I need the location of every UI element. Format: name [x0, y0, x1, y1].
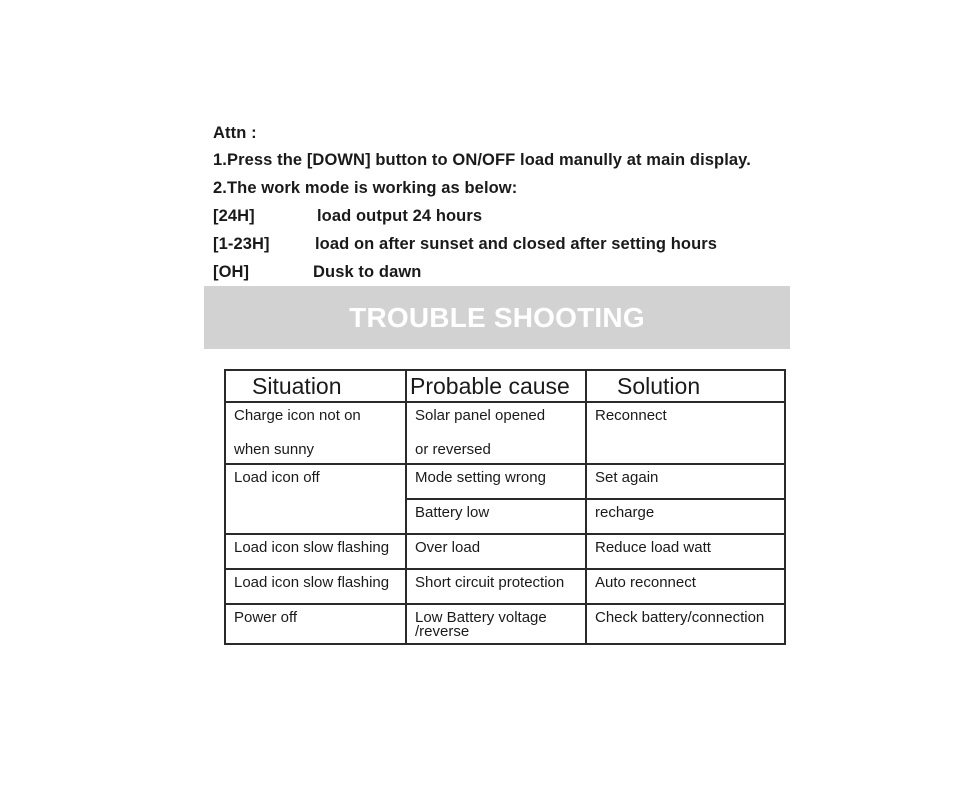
table-row	[225, 569, 785, 604]
cell-text: Set again	[595, 469, 659, 486]
mode-desc: load on after sunset and closed after setting hours	[315, 235, 718, 253]
mode-code: [1-23H]	[213, 235, 270, 253]
mode-row-oh	[213, 263, 813, 282]
mode-code: [24H]	[213, 207, 255, 225]
cell-text: Over load	[415, 539, 481, 556]
situation-cell	[225, 534, 406, 569]
cell-text: /reverse	[415, 623, 470, 640]
mode-row-24h	[213, 207, 813, 226]
cell-text: Load icon slow flashing	[234, 539, 390, 556]
situation-cell	[225, 569, 406, 604]
cause-cell	[406, 569, 586, 604]
situation-cell	[225, 402, 406, 464]
table-header-row	[225, 370, 785, 402]
mode-desc: load output 24 hours	[317, 207, 483, 225]
cell-text: Power off	[234, 609, 298, 626]
mode-code: [OH]	[213, 263, 250, 281]
header-solution: Solution	[586, 370, 785, 402]
cause-cell	[406, 604, 586, 644]
cause-cell	[406, 464, 586, 499]
cause-cell	[406, 402, 586, 464]
solution-cell	[586, 534, 785, 569]
solution-cell	[586, 604, 785, 644]
cell-text: Check battery/connection	[595, 609, 765, 626]
cause-cell	[406, 534, 586, 569]
solution-cell	[586, 499, 785, 534]
situation-cell	[225, 464, 406, 534]
cell-text: Mode setting wrong	[415, 469, 546, 486]
trouble-shooting-banner: TROUBLE SHOOTING	[204, 286, 790, 349]
mode-desc: Dusk to dawn	[313, 263, 422, 281]
solution-cell	[586, 402, 785, 464]
cell-text: or reversed	[415, 441, 491, 458]
header-probable-cause: Probable cause	[406, 370, 586, 402]
cell-text: Charge icon not on	[234, 407, 361, 424]
cell-text: Load icon slow flashing	[234, 574, 390, 591]
cell-text: Load icon off	[234, 469, 320, 486]
mode-row-1-23h	[213, 235, 813, 254]
cell-text: Reconnect	[595, 407, 667, 424]
table-row	[225, 604, 785, 644]
header-situation: Situation	[225, 370, 406, 402]
cell-text: Battery low	[415, 504, 490, 521]
table-row	[225, 402, 785, 464]
note-line-2: 2.The work mode is working as below:	[213, 179, 518, 197]
cell-text: when sunny	[234, 441, 315, 458]
cell-text: Low Battery voltage	[415, 609, 547, 626]
situation-cell	[225, 604, 406, 644]
cell-text: recharge	[595, 504, 655, 521]
cell-text: Short circuit protection	[415, 574, 565, 591]
note-line-1: 1.Press the [DOWN] button to ON/OFF load manully at main display.	[213, 151, 751, 169]
cell-text: Reduce load watt	[595, 539, 711, 556]
attn-heading: Attn :	[213, 124, 257, 142]
table-row	[225, 534, 785, 569]
trouble-shooting-table	[224, 369, 786, 645]
table-row	[225, 464, 785, 499]
solution-cell	[586, 569, 785, 604]
cell-text: Solar panel opened	[415, 407, 546, 424]
cause-cell	[406, 499, 586, 534]
solution-cell	[586, 464, 785, 499]
cell-text: Auto reconnect	[595, 574, 696, 591]
